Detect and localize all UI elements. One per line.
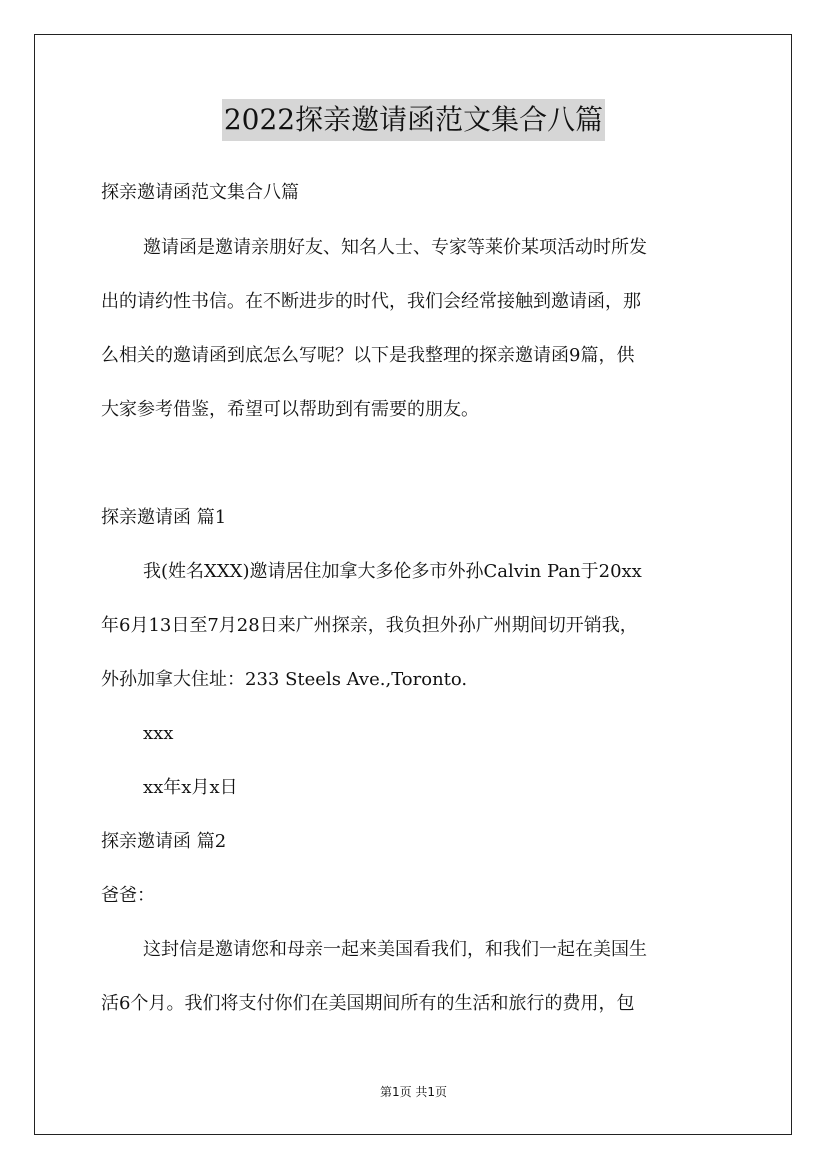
page-footer: 第1页 共1页 — [379, 1085, 448, 1099]
paragraph-line: 这封信是邀请您和母亲一起来美国看我们，和我们一起在美国生 — [143, 939, 647, 960]
paragraph-line: 大家参考借鉴，希望可以帮助到有需要的朋友。 — [101, 399, 479, 420]
paragraph-line: 邀请函是邀请亲朋好友、知名人士、专家等莱价某项活动时所发 — [143, 237, 647, 258]
paragraph-line: 外孙加拿大住址：233 Steels Ave.,Toronto. — [101, 669, 468, 690]
paragraph-line: 活6个月。我们将支付你们在美国期间所有的生活和旅行的费用，包 — [101, 993, 635, 1014]
title-container — [0, 99, 827, 141]
paragraph-line: 我(姓名XXX)邀请居住加拿大多伦多市外孙Calvin Pan于20xx — [143, 561, 642, 582]
paragraph-line: 年6月13日至7月28日来广州探亲，我负担外孙广州期间切开销我， — [101, 615, 638, 636]
signature-name: xxx — [143, 723, 174, 744]
section-heading-2: 探亲邀请函 篇2 — [101, 831, 227, 852]
salutation: 爸爸： — [101, 885, 155, 906]
document-title: 2022探亲邀请函范文集合八篇 — [222, 99, 605, 141]
paragraph-line: 出的请约性书信。在不断进步的时代，我们会经常接触到邀请函，那 — [101, 291, 641, 312]
subtitle-line: 探亲邀请函范文集合八篇 — [101, 182, 299, 203]
signature-date: xx年x月x日 — [143, 777, 238, 798]
paragraph-line: 么相关的邀请函到底怎么写呢？以下是我整理的探亲邀请函9篇，供 — [101, 345, 635, 366]
section-heading-1: 探亲邀请函 篇1 — [101, 507, 227, 528]
